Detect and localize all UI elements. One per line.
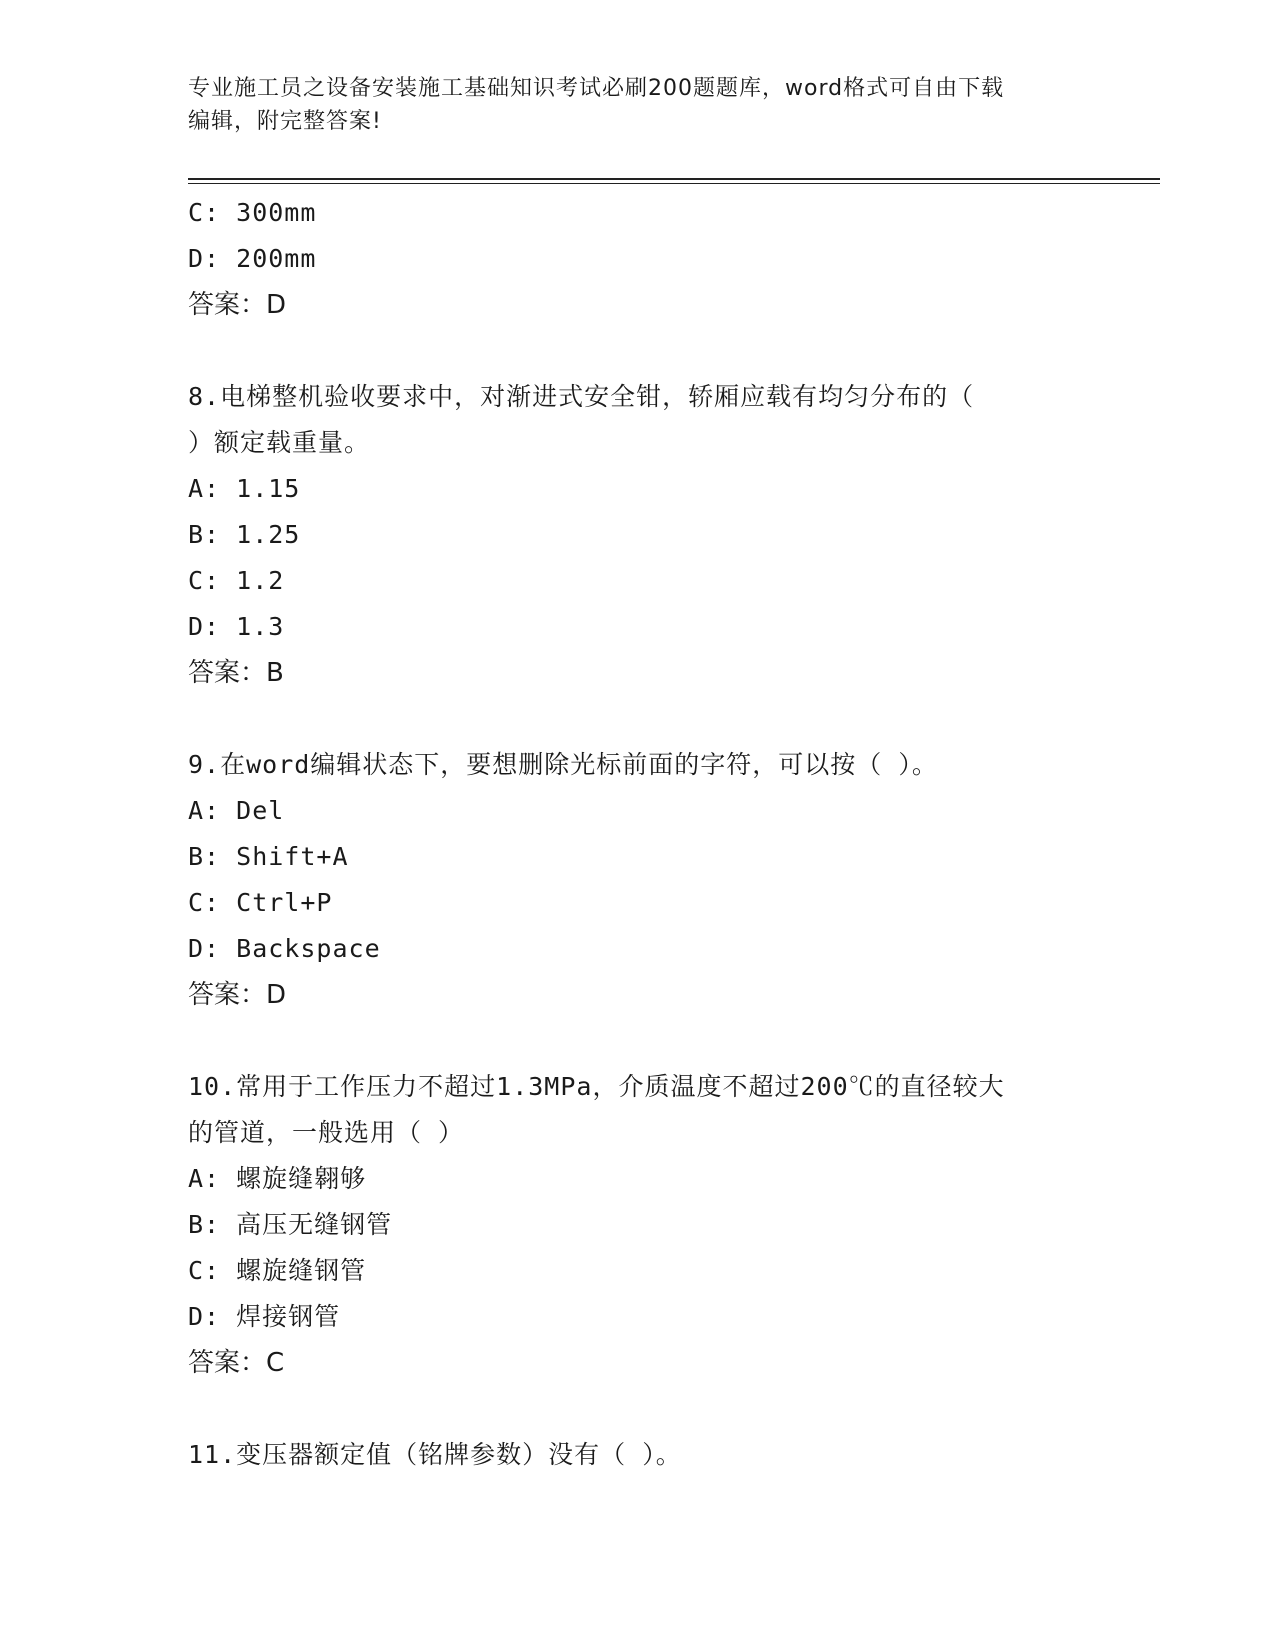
spacer <box>188 1018 1088 1064</box>
header-rule-thin <box>188 183 1160 184</box>
page-header <box>188 72 1088 138</box>
question-11 <box>188 1432 1088 1478</box>
option-a: A: 螺旋缝翱够 <box>188 1164 367 1193</box>
answer-line: 答案：B <box>188 658 284 688</box>
answer-line: 答案：D <box>188 980 287 1010</box>
document-body <box>188 190 1088 1478</box>
header-rule <box>188 178 1160 180</box>
option-b: B: 高压无缝钢管 <box>188 1210 393 1239</box>
spacer <box>188 696 1088 742</box>
option-c: C: 300mm <box>188 198 317 227</box>
question-text-line-1: 8.电梯整机验收要求中，对渐进式安全钳，轿厢应载有均匀分布的（ <box>188 382 975 411</box>
question-text-line-2: 的管道，一般选用（ ） <box>188 1118 465 1147</box>
answer-line: 答案：C <box>188 1348 285 1378</box>
answer-line: 答案：D <box>188 290 287 320</box>
spacer <box>188 328 1088 374</box>
option-c: C: Ctrl+P <box>188 888 333 917</box>
question-10 <box>188 1064 1088 1386</box>
question-9 <box>188 742 1088 1018</box>
option-b: B: Shift+A <box>188 842 349 871</box>
option-d: D: 1.3 <box>188 612 285 641</box>
question-text-line-1: 10.常用于工作压力不超过1.3MPa，介质温度不超过200℃的直径较大 <box>188 1072 1005 1101</box>
option-d: D: 焊接钢管 <box>188 1302 341 1331</box>
option-b: B: 1.25 <box>188 520 301 549</box>
prev-question-block <box>188 190 1088 328</box>
option-a: A: 1.15 <box>188 474 301 503</box>
option-d: D: 200mm <box>188 244 317 273</box>
option-c: C: 螺旋缝钢管 <box>188 1256 367 1285</box>
question-text-line-2: ）额定载重量。 <box>188 428 371 457</box>
spacer <box>188 1386 1088 1432</box>
header-line-2: 编辑，附完整答案! <box>188 109 382 134</box>
option-d: D: Backspace <box>188 934 381 963</box>
header-line-1: 专业施工员之设备安装施工基础知识考试必刷200题题库，word格式可自由下载 <box>188 76 1005 101</box>
question-text-line-1: 11.变压器额定值（铭牌参数）没有（ ）。 <box>188 1440 682 1469</box>
question-text-line-1: 9.在word编辑状态下，要想删除光标前面的字符，可以按（ ）。 <box>188 750 938 779</box>
question-8 <box>188 374 1088 696</box>
option-a: A: Del <box>188 796 285 825</box>
option-c: C: 1.2 <box>188 566 285 595</box>
